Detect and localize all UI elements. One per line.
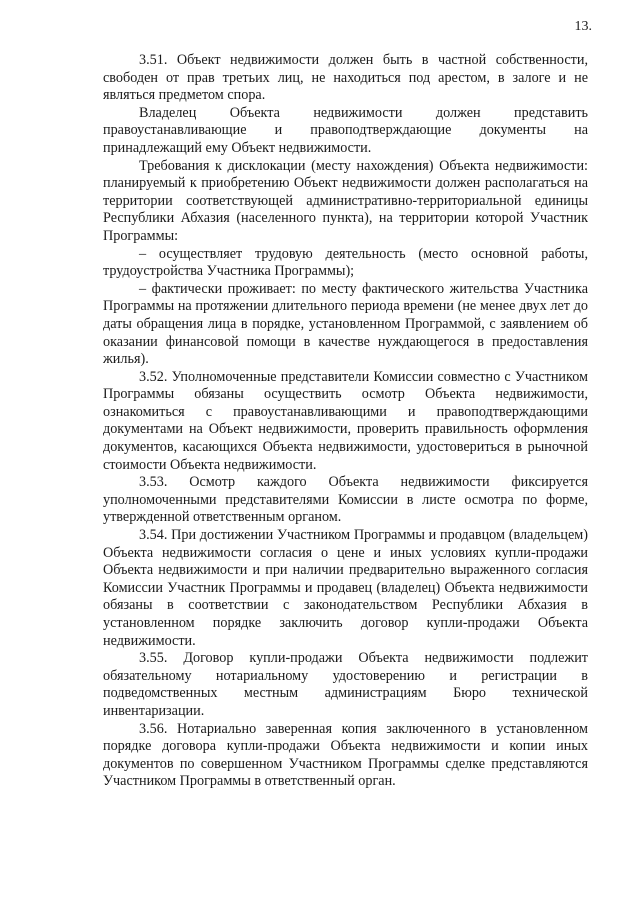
document-body: [103, 52, 588, 791]
paragraph-location-requirements: Требования к дисклокации (месту нахождения) Объекта недвижимости: планируемый к приобретению Объект недвижимости должен располагаться на территории соответствующей административно-территориальной единицы Республики Абхазия (населенного пункта), на территории которой Участник Программы:: [103, 157, 588, 244]
paragraph-3-54: 3.54. При достижении Участником Программы и продавцом (владельцем) Объекта недвижимости согласия о цене и иных условиях купли-продажи Объекта недвижимости и при наличии предварительно выраженного согласия Комиссии Участник Программы и продавец (владелец) Объекта недвижимости обязаны в соответствии с законодательством Республики Абхазия в установленном порядке заключить договор купли-продажи Объекта недвижимости.: [103, 527, 588, 649]
page-number: 13.: [574, 19, 592, 34]
paragraph-3-51: 3.51. Объект недвижимости должен быть в частной собственности, свободен от прав третьих лиц, не находиться под арестом, в залоге и не являться предметом спора.: [103, 52, 588, 104]
paragraph-owner-documents: Владелец Объекта недвижимости должен представить правоустанавливающие и правоподтверждающие документы на принадлежащий ему Объект недвижимости.: [103, 104, 588, 156]
paragraph-3-52: 3.52. Уполномоченные представители Комиссии совместно с Участником Программы обязаны осуществить осмотр Объекта недвижимости, ознакомиться с правоустанавливающими и правоподтверждающими документами на Объект недвижимости, проверить правильность оформления документов, касающихся Объекта недвижимости, удостовериться в рыночной стоимости Объекта недвижимости.: [103, 368, 588, 473]
list-item-employment: – осуществляет трудовую деятельность (место основной работы, трудоустройства Участника Программы);: [103, 245, 588, 280]
paragraph-3-56: 3.56. Нотариально заверенная копия заключенного в установленном порядке договора купли-продажи Объекта недвижимости и копии иных документов по совершенном Участником Программы сделке представляются Участником Программы в ответственный орган.: [103, 720, 588, 790]
paragraph-3-53: 3.53. Осмотр каждого Объекта недвижимости фиксируется уполномоченными представителями Комиссии в листе осмотра по форме, утвержденной ответственным органом.: [103, 474, 588, 526]
paragraph-3-55: 3.55. Договор купли-продажи Объекта недвижимости подлежит обязательному нотариальному удостоверению и регистрации в подведомственных местным администрациям Бюро технической инвентаризации.: [103, 650, 588, 719]
list-item-residence: – фактически проживает: по месту фактического жительства Участника Программы на протяжении длительного периода времени (не менее двух лет до даты обращения лица в порядке, установленном Программой, с заявлением об оказании финансовой помощи в качестве нуждающегося в предоставления жилья).: [103, 280, 588, 368]
